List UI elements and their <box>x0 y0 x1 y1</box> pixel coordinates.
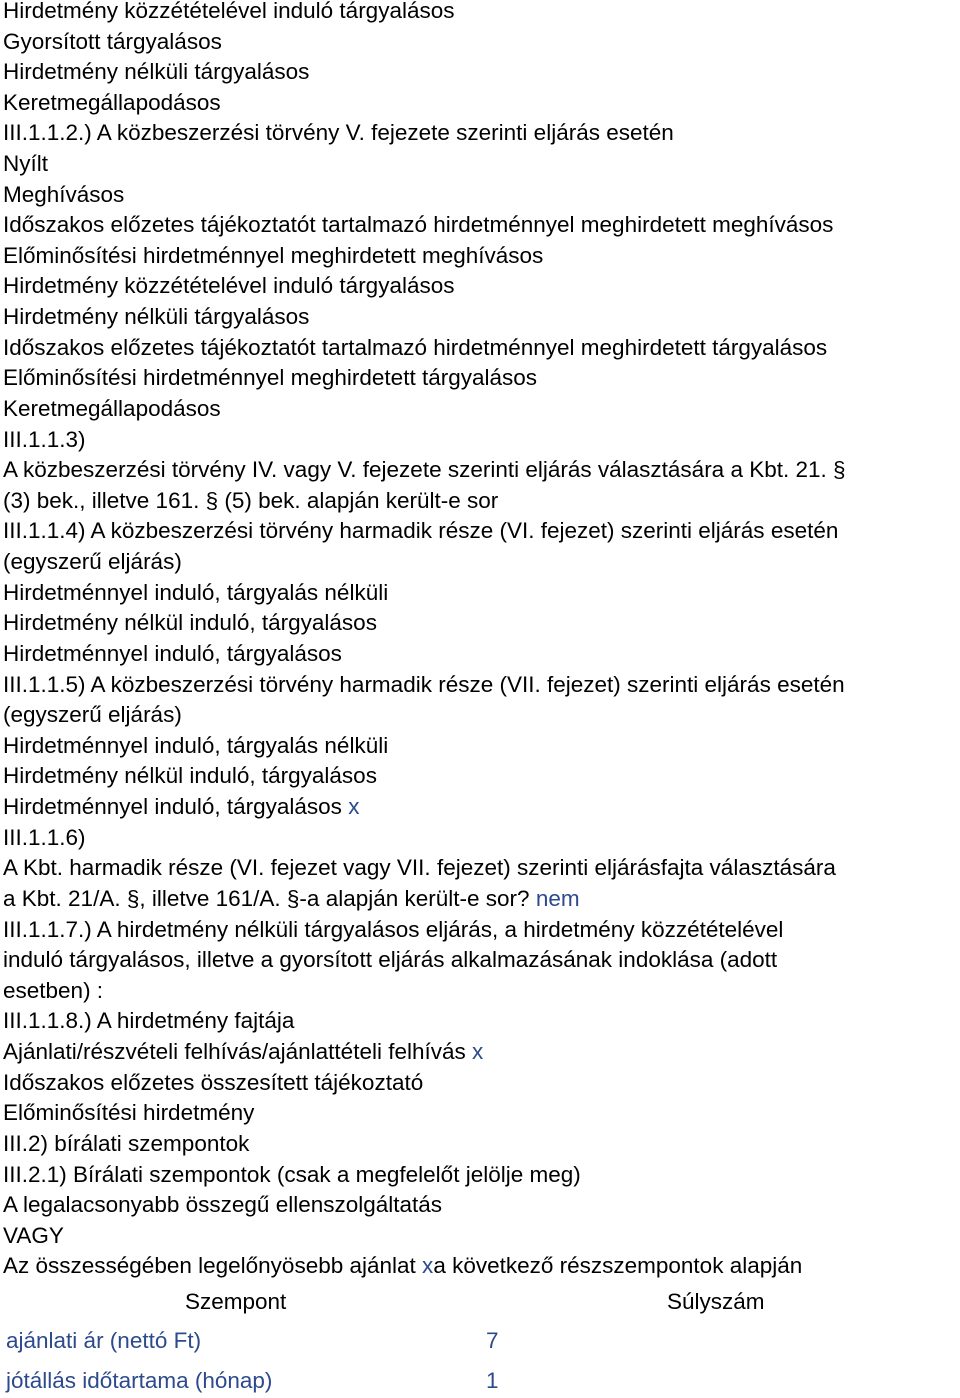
doc-line-24: (egyszerű eljárás) <box>3 702 182 727</box>
doc-line-1: Hirdetmény közzétételével induló tárgyalásos <box>3 0 455 23</box>
doc-line-27-text: Hirdetménnyel induló, tárgyalásos <box>3 794 342 819</box>
doc-line-29: A Kbt. harmadik része (VI. fejezet vagy VII. fejezet) szerinti eljárásfajta választására <box>3 855 836 880</box>
doc-line-36: Időszakos előzetes összesített tájékoztató <box>3 1070 424 1095</box>
doc-line-35 <box>3 1038 483 1066</box>
doc-line-12: Időszakos előzetes tájékoztatót tartalmazó hirdetménnyel meghirdetett tárgyalásos <box>3 335 828 360</box>
doc-line-4: Keretmegállapodásos <box>3 90 221 115</box>
doc-line-6: Nyílt <box>3 151 48 176</box>
section-heading-III-1-1-3: III.1.1.3) <box>3 427 86 452</box>
doc-line-25: Hirdetménnyel induló, tárgyalás nélküli <box>3 733 389 758</box>
doc-line-35-text: Ajánlati/részvételi felhívás/ajánlattételi felhívás <box>3 1039 466 1064</box>
doc-line-40: A legalacsonyabb összegű ellenszolgáltatás <box>3 1192 443 1217</box>
section-heading-III-1-1-8: III.1.1.8.) A hirdetmény fajtája <box>3 1008 295 1033</box>
selected-mark: x <box>415 1253 434 1278</box>
column-header-weight: Súlyszám <box>667 1289 765 1314</box>
doc-line-17: (3) bek., illetve 161. § (5) bek. alapján került-e sor <box>3 488 499 513</box>
doc-line-19: (egyszerű eljárás) <box>3 549 182 574</box>
section-heading-III-2-1: III.2.1) Bírálati szempontok (csak a megfelelőt jelölje meg) <box>3 1162 581 1187</box>
section-heading-III-1-1-4: III.1.1.4) A közbeszerzési törvény harmadik része (VI. fejezet) szerinti eljárás esetén <box>3 518 839 543</box>
doc-line-42-text: Az összességében legelőnyösebb ajánlat <box>3 1253 416 1278</box>
doc-line-22: Hirdetménnyel induló, tárgyalásos <box>3 641 342 666</box>
doc-line-11: Hirdetmény nélküli tárgyalásos <box>3 304 310 329</box>
selected-mark: x <box>341 794 360 819</box>
criterion-weight: 7 <box>486 1328 499 1353</box>
doc-line-41: VAGY <box>3 1223 64 1248</box>
doc-line-37: Előminősítési hirdetmény <box>3 1100 255 1125</box>
doc-line-3: Hirdetmény nélküli tárgyalásos <box>3 59 310 84</box>
doc-line-16: A közbeszerzési törvény IV. vagy V. fejezete szerinti eljárás választására a Kbt. 21. § <box>3 457 846 482</box>
doc-line-30 <box>3 885 580 913</box>
doc-line-8: Időszakos előzetes tájékoztatót tartalmazó hirdetménnyel meghirdetett meghívásos <box>3 212 834 237</box>
doc-line-32: induló tárgyalásos, illetve a gyorsított eljárás alkalmazásának indoklása (adott <box>3 947 778 972</box>
doc-line-21: Hirdetmény nélkül induló, tárgyalásos <box>3 610 377 635</box>
doc-line-10: Hirdetmény közzétételével induló tárgyalásos <box>3 273 455 298</box>
answer-value: nem <box>529 886 580 911</box>
criterion-name: jótállás időtartama (hónap) <box>6 1368 273 1393</box>
doc-line-13: Előminősítési hirdetménnyel meghirdetett tárgyalásos <box>3 365 538 390</box>
section-heading-III-1-1-6: III.1.1.6) <box>3 825 86 850</box>
doc-line-9: Előminősítési hirdetménnyel meghirdetett meghívásos <box>3 243 544 268</box>
doc-line-33: esetben) : <box>3 978 104 1003</box>
doc-line-42 <box>3 1252 802 1280</box>
doc-line-27 <box>3 793 359 821</box>
doc-line-26: Hirdetmény nélkül induló, tárgyalásos <box>3 763 377 788</box>
column-header-criterion: Szempont <box>185 1289 287 1314</box>
section-heading-III-1-1-5: III.1.1.5) A közbeszerzési törvény harmadik része (VII. fejezet) szerinti eljárás esetén <box>3 672 845 697</box>
doc-line-7: Meghívásos <box>3 182 125 207</box>
criterion-weight: 1 <box>486 1368 499 1393</box>
selected-mark: x <box>465 1039 484 1064</box>
section-heading-III-1-1-7: III.1.1.7.) A hirdetmény nélküli tárgyalásos eljárás, a hirdetmény közzétételével <box>3 917 784 942</box>
doc-line-30-text: a Kbt. 21/A. §, illetve 161/A. §-a alapján került-e sor? <box>3 886 530 911</box>
criterion-name: ajánlati ár (nettó Ft) <box>6 1328 202 1353</box>
doc-line-20: Hirdetménnyel induló, tárgyalás nélküli <box>3 580 389 605</box>
section-heading-III-1-1-2: III.1.1.2.) A közbeszerzési törvény V. fejezete szerinti eljárás esetén <box>3 120 674 145</box>
doc-line-42-rest: a következő részszempontok alapján <box>433 1253 803 1278</box>
doc-line-14: Keretmegállapodásos <box>3 396 221 421</box>
doc-line-2: Gyorsított tárgyalásos <box>3 29 222 54</box>
section-heading-III-2: III.2) bírálati szempontok <box>3 1131 250 1156</box>
